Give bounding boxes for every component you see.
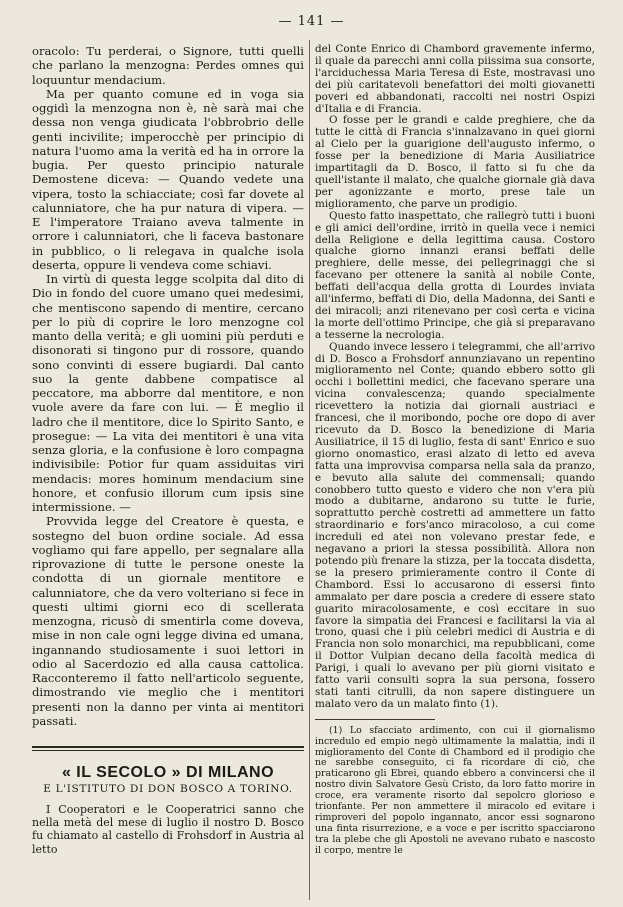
section-body: I Cooperatori e le Cooperatrici sanno che nella metà del mese di luglio il nostro D. Bosco fu chiamato al castello di Frohsdorf in Austria al letto [32,802,304,856]
left-paragraph: Ma per quanto comune ed in voga sia oggidì la menzogna non è, nè sarà mai che dessa non venga giudicata l'obbrobrio delle genti incivilite; imperocchè per principio di natura l'uomo ama la verità ed ha in orrore la bugia. Per questo principio naturale Demostene diceva: — Quando vedete una vipera, tosto la schiacciate; così far dovete al calunniatore, che ha pur natura di vipera. — E l'imperatore Traiano aveva talmente in orrore i calunniatori, che li faceva bastonare in pubblico, o li relegava in qualche isola deserta, oppure li vendeva come schiavi. [32,86,304,272]
section-title: « IL SECOLO » DI MILANO [61,764,275,781]
right-column [315,44,595,857]
left-column [32,44,304,856]
right-paragraph: O fosse per le grandi e calde preghiere, che da tutte le città di Francia s'innalzavano in quei giorni al Cielo per la guarigione dell'augusto infermo, o fosse per la benedizione di Maria Ausiliatrice impartitagli da D. Bosco, il fatto si fu che da quell'istante il malato, che qualche giornale già dava per agonizzante e morto, prese tale un miglioramento, che parve un prodigio. [315,114,595,210]
footnote-text: (1) Lo sfacciato ardimento, con cui il giornalismo incredulo ed empio negò ultimamente la malattia, indi il miglioramento del Conte di Chambord ed il prodigio che ne sarebbe conseguito, ci fa ricordare di ciò, che praticarono gli Ebrei, quando ebbero a convincersi che il nostro divin Salvatore Gesù Cristo, da loro fatto morire in croce, era veramente risorto dal sepolcro glorioso e trionfante. Per non ammettere il miracolo ed evitare i rimproveri del popolo ingannato, ancor essi sognarono una finta risurrezione, e a voce e per iscritto spacciarono tra la plebe che gli Apostoli ne avevano rubato e nascosto il corpo, mentre le [315,724,595,856]
right-paragraph: Questo fatto inaspettato, che rallegrò tutti i buoni e gli amici dell'ordine, irritò in quella vece i nemici della Religione e della legittima causa. Costoro qualche giorno innanzi eransi beffati delle preghiere, delle messe, dei pellegrinaggi che si facevano per ottenere la sanità al nobile Conte, beffati dell'acqua della grotta di Lourdes inviata all'infermo, beffati di Dio, della Madonna, dei Santi e dei miracoli; anzi ritenevano per così certa e vicina la morte dell'ottimo Principe, che già si preparavano a tesserne la necrologia. [315,209,595,341]
left-paragraph: Provvida legge del Creatore è questa, e sostegno del buon ordine sociale. Ad essa vogliamo qui fare appello, per segnalare alla riprovazione di tutte le persone oneste la condotta di un giornale mentitore e calunniatore, che da vero volteriano si fece in questi ultimi giorni eco di scellerata menzogna, ricusò di smentirla come doveva, mise in non cale ogni legge divina ed umana, ingannando studiosamente i suoi lettori in odio al Sacerdozio ed alla causa cattolica. Racconteremo il fatto nell'articolo seguente, dimostrando vie meglio che i mentitori presenti non la danno per vinta ai mentitori passati. [32,514,304,728]
right-paragraph: Quando invece lessero i telegrammi, che all'arrivo di D. Bosco a Frohsdorf annunziavano un repentino miglioramento nel Conte; quando ebbero sotto gli occhi i bollettini medici, che facevano sperare una vicina convalescenza; quando specialmente ricevettero la notizia dai giornali austriaci e francesi, che il moribondo, poche ore dopo di aver ricevuto da D. Bosco la benedizione di Maria Ausiliatrice, il 15 di luglio, festa di sant' Enrico e suo giorno onomastico, erasi alzato di letto ed aveva fatta una improvvisa comparsa nella sala da pranzo, e bevuto alla salute dei commensali; quando conobbero tutto questo e videro che non v'era più modo a dubitarne, andarono su tutte le furie, soprattutto perchè costretti ad ammettere un fatto straordinario e fors'anco miracoloso, a cui come increduli ed atei non volevano prestar fede, e negavano a priori la stessa possibilità. Allora non potendo più frenare la stizza, per la toccata disdetta, se la presero primieramente contro il Conte di Chambord. Essi lo accusarono di essersi finto ammalato per dare poscia a credere di essere stato guarito miracolosamente, e così eccitare in suo favore la simpatia dei Francesi e facilitarsi la via al trono, quasi che i più celebri medici di Austria e di Francia non solo monarchici, ma repubblicani, come il Dottor Vulpian decano della facoltà medica di Parigi, i quali lo avevano per più giorni visitato e fatto varii consulti sopra la sua persona, fossero stati tanti citrulli, da non sapere distinguere un malato vero da un malato finto (1). [315,340,595,710]
column-divider [309,40,310,900]
section-subtitle: E L'ISTITUTO DI DON BOSCO A TORINO. [43,783,293,796]
page-number: — 141 — [278,14,345,29]
footnote [315,726,595,857]
right-paragraph: del Conte Enrico di Chambord gravemente infermo, il quale da parecchi anni colla piissima sua consorte, l'arciduchessa Maria Teresa di Este, mostravasi uno dei più caritatevoli benefattori dei molti giovanetti poveri ed abbandonati, raccolti nei nostri Ospizi d'Italia e di Francia. [315,43,595,115]
left-paragraph: oracolo: Tu perderai, o Signore, tutti quelli che parlano la menzogna: Perdes omnes qui loquuntur mendacium. [32,44,304,87]
section-divider [32,746,304,748]
left-paragraph: In virtù di questa legge scolpita dal dito di Dio in fondo del cuore umano quei medesimi, che mentiscono sapendo di mentire, cercano per lo più di coprire le loro menzogne col manto della verità; e gli uomini più perduti e disonorati si tingono pur di rossore, quando sono convinti di essere bugiardi. Dal canto suo la gente dabbene compatisce al peccatore, ma abborre dal mentitore, e non vuole avere da fare con lui. — È meglio il ladro che il mentitore, dice lo Spirito Santo, e prosegue: — La vita dei mentitori è una vita senza gloria, e la confusione è loro compagna indivisibile: Potior fur quam assiduitas viri mendacis: mores hominum mendacium sine honore, et confusio illorum cum ipsis sine intermissione. — [32,272,304,514]
footnote-rule [315,719,435,720]
